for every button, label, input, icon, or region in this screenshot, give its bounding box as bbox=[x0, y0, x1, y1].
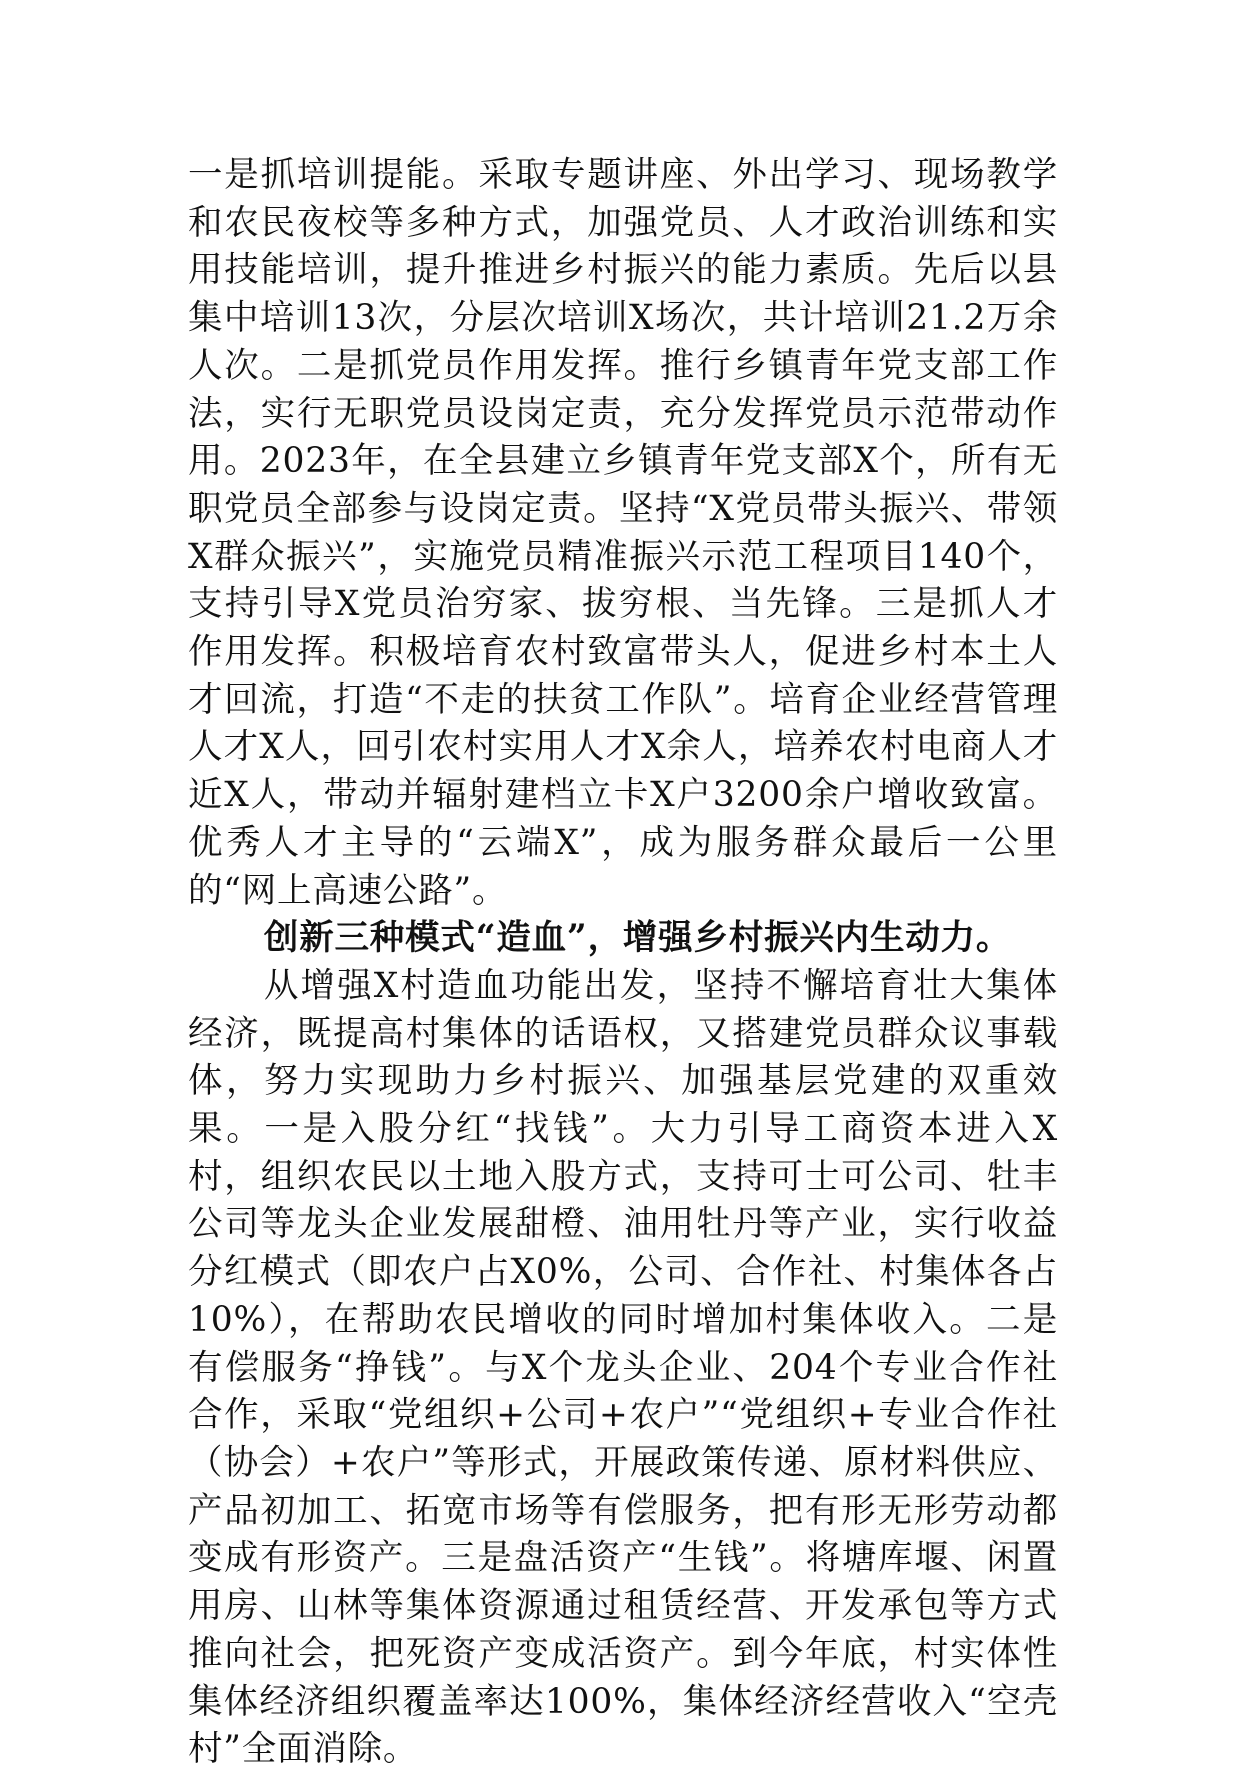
document-page bbox=[188, 152, 1058, 1774]
body-paragraph-1: 一是抓培训提能。采取专题讲座、外出学习、现场教学和农民夜校等多种方式，加强党员、人才政治训练和实用技能培训，提升推进乡村振兴的能力素质。先后以县集中培训13次，分层次培训X场次，共计培训21.2万余人次。二是抓党员作用发挥。推行乡镇青年党支部工作法，实行无职党员设岗定责，充分发挥党员示范带动作用。2023年，在全县建立乡镇青年党支部X个，所有无职党员全部参与设岗定责。坚持“X党员带头振兴、带领X群众振兴”，实施党员精准振兴示范工程项目140个，支持引导X党员治穷家、拔穷根、当先锋。三是抓人才作用发挥。积极培育农村致富带头人，促进乡村本土人才回流，打造“不走的扶贫工作队”。培育企业经营管理人才X人，回引农村实用人才X余人，培养农村电商人才近X人，带动并辐射建档立卡X户3200余户增收致富。优秀人才主导的“云端X”，成为服务群众最后一公里的“网上高速公路”。 bbox=[188, 155, 1058, 911]
section-heading: 创新三种模式“造血”，增强乡村振兴内生动力。 bbox=[263, 918, 1012, 959]
body-paragraph-2: 从增强X村造血功能出发，坚持不懈培育壮大集体经济，既提高村集体的话语权，又搭建党员群众议事载体，努力实现助力乡村振兴、加强基层党建的双重效果。一是入股分红“找钱”。大力引导工商资本进入X村，组织农民以土地入股方式，支持可士可公司、牡丰公司等龙头企业发展甜橙、油用牡丹等产业，实行收益分红模式（即农户占X0%，公司、合作社、村集体各占10%），在帮助农民增收的同时增加村集体收入。二是有偿服务“挣钱”。与X个龙头企业、204个专业合作社合作，采取“党组织+公司+农户”“党组织+专业合作社（协会）+农户”等形式，开展政策传递、原材料供应、产品初加工、拓宽市场等有偿服务，把有形无形劳动都变成有形资产。三是盘活资产“生钱”。将塘库堰、闲置用房、山林等集体资源通过租赁经营、开发承包等方式推向社会，把死资产变成活资产。到今年底，村实体性集体经济组织覆盖率达100%，集体经济经营收入“空壳村”全面消除。 bbox=[188, 965, 1058, 1770]
